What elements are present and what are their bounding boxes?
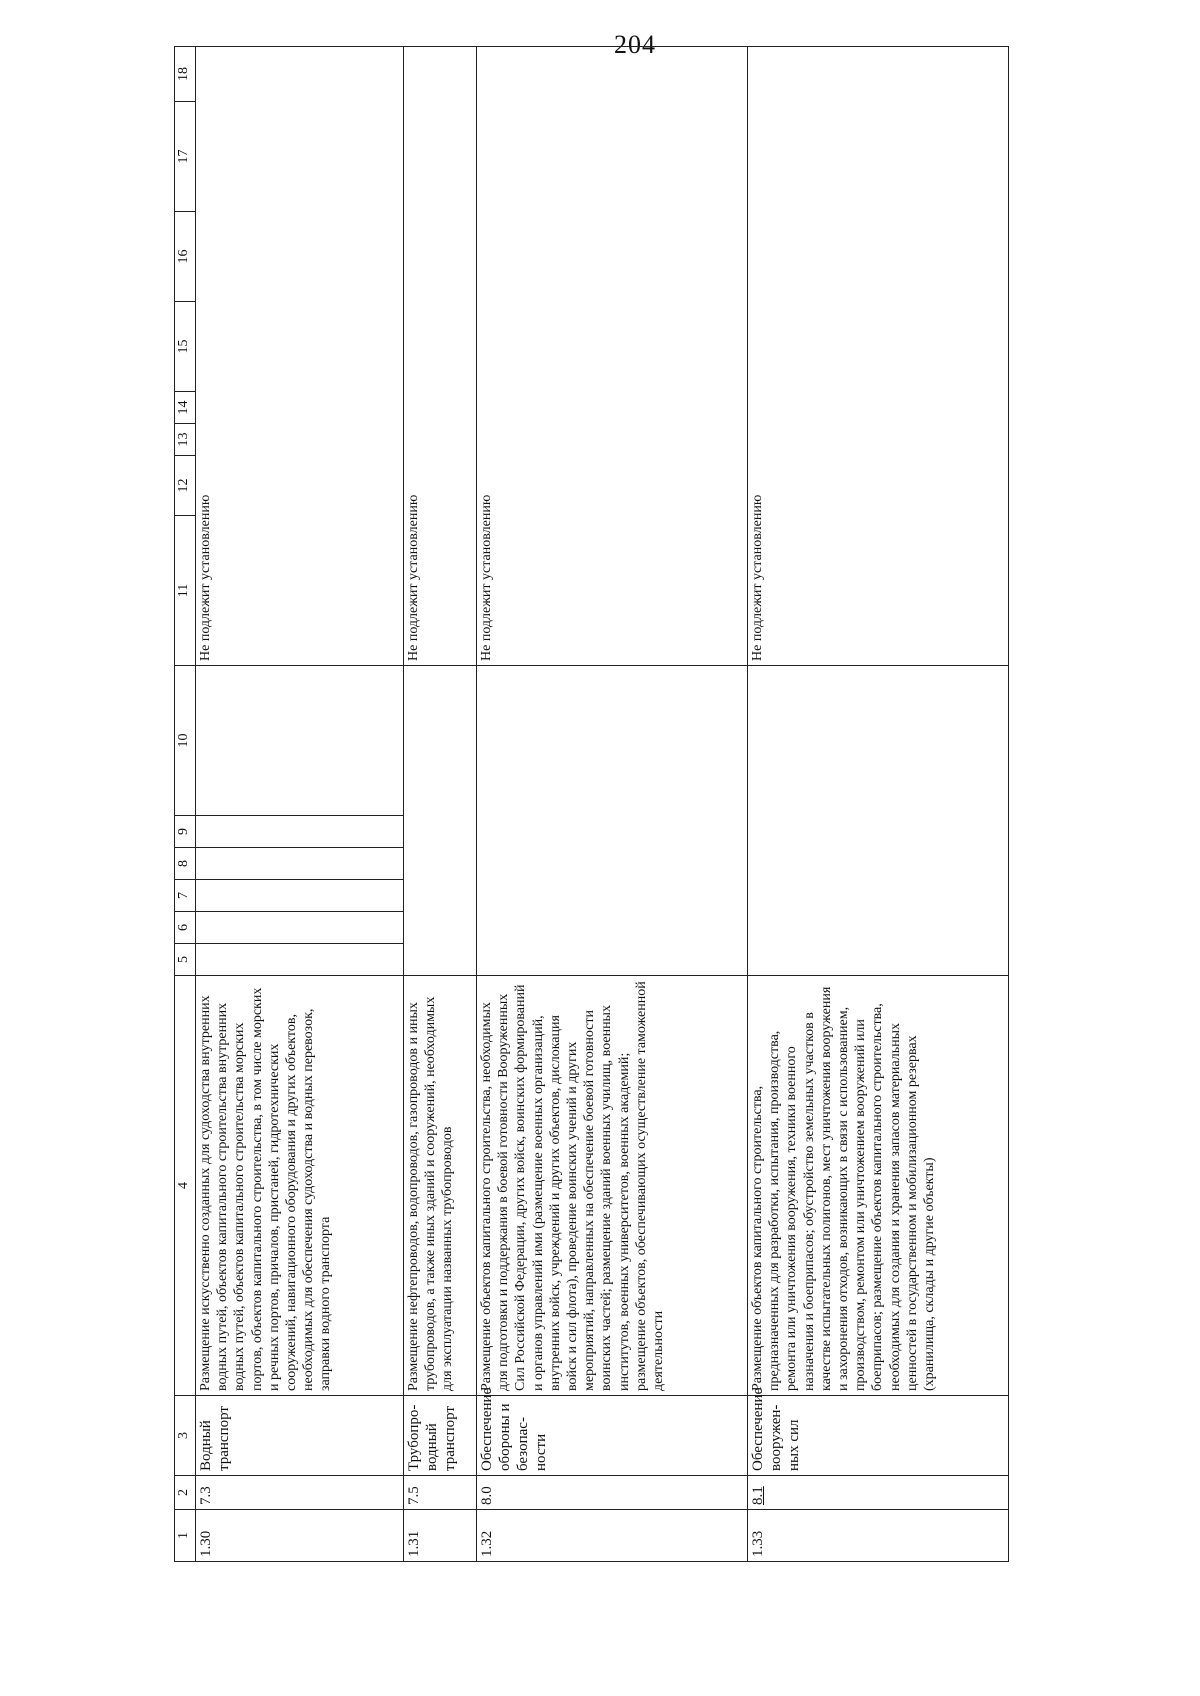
use-code: 8.1: [748, 1476, 1009, 1510]
table-row: [196, 47, 404, 1562]
parameters-note: Не подлежит установлению: [748, 47, 1009, 666]
parameters-note: Не подлежит установлению: [477, 47, 748, 666]
header-cell: 10: [175, 666, 196, 816]
empty-cell: [196, 666, 404, 816]
use-description: Размещение объектов капитального строительства, предназначенных для разработки, испытания, производства, ремонта или уничтожения вооружения, техники военного назначения и боеприпасов; обустройство земельных участков в качестве испытательных полигонов, мест уничтожения вооружения и захоронения отходов, возникающих в связи с использованием, производством, ремонтом или уничтожением вооружений или боеприпасов; размещение объектов капитального строительства, необходимых для создания и хранения запасов материальных ценностей в государственном и мобилизационном резервах (хранилища, склады и другие объекты): [748, 976, 1009, 1396]
empty-cell: [196, 816, 404, 848]
empty-cell: [404, 666, 477, 976]
use-type: Обеспечение обороны и безопас-ности: [477, 1396, 748, 1476]
table-row: [477, 47, 748, 1562]
header-cell: 12: [175, 456, 196, 516]
empty-cell: [196, 912, 404, 944]
header-cell: 14: [175, 392, 196, 424]
table-row: [748, 47, 1009, 1562]
empty-cell: [477, 666, 748, 976]
header-cell: 16: [175, 212, 196, 302]
header-row: [175, 47, 196, 1562]
header-cell: 15: [175, 302, 196, 392]
use-type: Водный транспорт: [196, 1396, 404, 1476]
header-cell: 13: [175, 424, 196, 456]
empty-cell: [196, 944, 404, 976]
empty-cell: [748, 666, 1009, 976]
header-cell: 8: [175, 848, 196, 880]
header-cell: 4: [175, 976, 196, 1396]
row-number: 1.30: [196, 1510, 404, 1562]
use-type: Трубопро-водный транспорт: [404, 1396, 477, 1476]
header-cell: 2: [175, 1476, 196, 1510]
land-use-table: [174, 46, 1009, 1562]
parameters-note: Не подлежит установлению: [196, 47, 404, 666]
row-number: 1.33: [748, 1510, 1009, 1562]
use-code: 7.5: [404, 1476, 477, 1510]
use-description: Размещение нефтепроводов, водопроводов, газопроводов и иных трубопроводов, а также иных зданий и сооружений, необходимых для эксплуатации названных трубопроводов: [404, 976, 477, 1396]
header-cell: 5: [175, 944, 196, 976]
header-cell: 7: [175, 880, 196, 912]
row-number: 1.31: [404, 1510, 477, 1562]
header-cell: 1: [175, 1510, 196, 1562]
use-code: 7.3: [196, 1476, 404, 1510]
use-code: 8.0: [477, 1476, 748, 1510]
page-number: 204: [614, 30, 656, 59]
empty-cell: [196, 848, 404, 880]
header-cell: 9: [175, 816, 196, 848]
parameters-note: Не подлежит установлению: [404, 47, 477, 666]
use-description: Размещение объектов капитального строительства, необходимых для подготовки и поддержания в боевой готовности Вооруженных Сил Российской Федерации, других войск, воинских формирований и органов управлений ими (размещение военных организаций, внутренних войск, учреждений и других объектов, дислокация войск и сил флота), проведение воинских учений и других мероприятий, направленных на обеспечение боевой готовности воинских частей; размещение зданий военных училищ, военных институтов, военных университетов, военных академий; размещение объектов, обеспечивающих осуществление таможенной деятельности: [477, 976, 748, 1396]
header-cell: 6: [175, 912, 196, 944]
header-cell: 3: [175, 1396, 196, 1476]
table-row: [404, 47, 477, 1562]
empty-cell: [196, 880, 404, 912]
header-cell: 17: [175, 102, 196, 212]
rotated-table-container: [174, 67, 1200, 1562]
use-description: Размещение искусственно созданных для судоходства внутренних водных путей, объектов капитального строительства внутренних водных путей, объектов капитального строительства морских портов, объектов капитального строительства, в том числе морских и речных портов, причалов, пристаней, гидротехнических сооружений, навигационного оборудования и других объектов, необходимых для обеспечения судоходства и водных перевозок, заправки водного транспорта: [196, 976, 404, 1396]
header-cell: 18: [175, 47, 196, 102]
use-type: Обеспечение вооружен-ных сил: [748, 1396, 1009, 1476]
row-number: 1.32: [477, 1510, 748, 1562]
header-cell: 11: [175, 516, 196, 666]
